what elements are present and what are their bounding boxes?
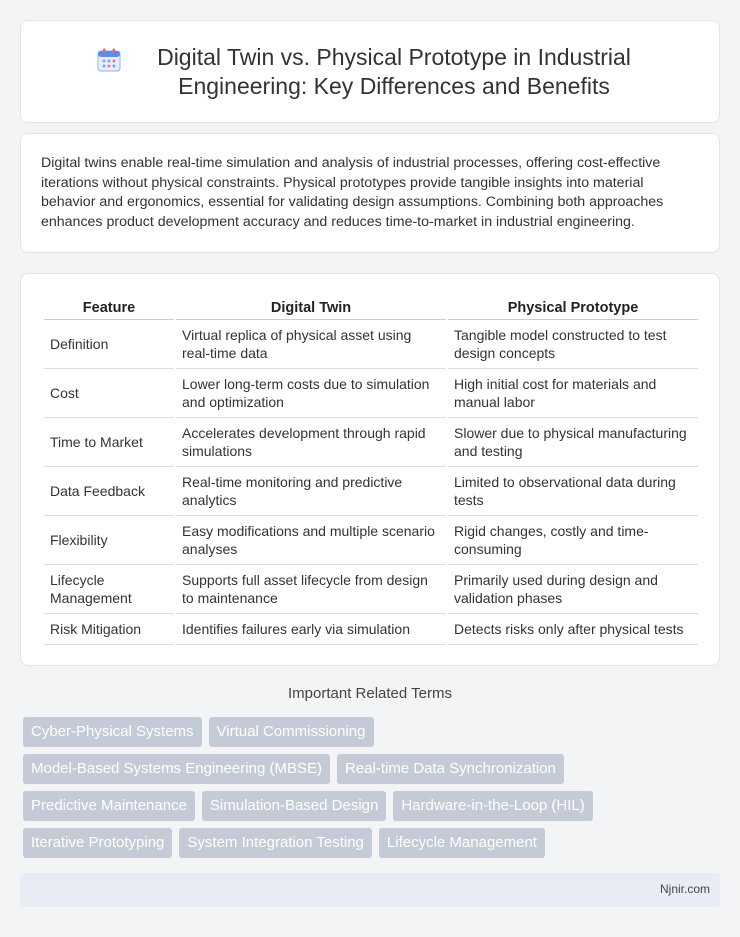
feature-cell: Cost bbox=[44, 369, 174, 418]
digital-twin-cell: Accelerates development through rapid simulations bbox=[176, 418, 446, 467]
tag-system-integration-testing[interactable]: System Integration Testing bbox=[179, 828, 371, 858]
feature-cell: Time to Market bbox=[44, 418, 174, 467]
tag-row bbox=[23, 828, 703, 858]
header-digital-twin: Digital Twin bbox=[176, 294, 446, 320]
tag-iterative-prototyping[interactable]: Iterative Prototyping bbox=[23, 828, 172, 858]
tag-row bbox=[23, 791, 703, 821]
title-card bbox=[20, 20, 720, 123]
tag-mbse[interactable]: Model-Based Systems Engineering (MBSE) bbox=[23, 754, 330, 784]
feature-cell: Definition bbox=[44, 320, 174, 369]
digital-twin-cell: Identifies failures early via simulation bbox=[176, 614, 446, 645]
feature-cell: Data Feedback bbox=[44, 467, 174, 516]
table-row bbox=[44, 320, 698, 369]
table-row bbox=[44, 516, 698, 565]
table-row bbox=[44, 467, 698, 516]
intro-card bbox=[20, 133, 720, 253]
related-terms-list bbox=[23, 717, 703, 865]
feature-cell: Flexibility bbox=[44, 516, 174, 565]
physical-prototype-cell: Detects risks only after physical tests bbox=[448, 614, 698, 645]
digital-twin-cell: Real-time monitoring and predictive analytics bbox=[176, 467, 446, 516]
table-row bbox=[44, 369, 698, 418]
tag-simulation-based-design[interactable]: Simulation-Based Design bbox=[202, 791, 386, 821]
digital-twin-cell: Virtual replica of physical asset using real-time data bbox=[176, 320, 446, 369]
tag-cyber-physical-systems[interactable]: Cyber-Physical Systems bbox=[23, 717, 202, 747]
tag-row bbox=[23, 717, 703, 747]
intro-paragraph: Digital twins enable real-time simulation and analysis of industrial processes, offering cost-effective iterations without physical constraints. Physical prototypes provide tangible insights into material behavior and ergonomics, essential for validating design assumptions. Combining both approaches enhances product development accuracy and reduces time-to-market in industrial engineering. bbox=[41, 155, 664, 230]
physical-prototype-cell: High initial cost for materials and manual labor bbox=[448, 369, 698, 418]
tag-real-time-data-sync[interactable]: Real-time Data Synchronization bbox=[337, 754, 564, 784]
calendar-icon bbox=[96, 47, 122, 73]
related-terms-title: Important Related Terms bbox=[288, 685, 452, 702]
physical-prototype-cell: Slower due to physical manufacturing and testing bbox=[448, 418, 698, 467]
tag-lifecycle-management[interactable]: Lifecycle Management bbox=[379, 828, 545, 858]
table-header-row bbox=[44, 294, 698, 320]
physical-prototype-cell: Primarily used during design and validation phases bbox=[448, 565, 698, 614]
table-row bbox=[44, 614, 698, 645]
physical-prototype-cell: Limited to observational data during tests bbox=[448, 467, 698, 516]
footer-brand[interactable]: Njnir.com bbox=[659, 882, 710, 896]
table-row bbox=[44, 418, 698, 467]
digital-twin-cell: Supports full asset lifecycle from design to maintenance bbox=[176, 565, 446, 614]
table-row bbox=[44, 565, 698, 614]
comparison-table-card bbox=[20, 273, 720, 666]
tag-hil[interactable]: Hardware-in-the-Loop (HIL) bbox=[393, 791, 592, 821]
physical-prototype-cell: Tangible model constructed to test design concepts bbox=[448, 320, 698, 369]
digital-twin-cell: Lower long-term costs due to simulation and optimization bbox=[176, 369, 446, 418]
tag-virtual-commissioning[interactable]: Virtual Commissioning bbox=[209, 717, 374, 747]
tag-predictive-maintenance[interactable]: Predictive Maintenance bbox=[23, 791, 195, 821]
footer bbox=[20, 873, 720, 907]
title-wrap bbox=[96, 43, 644, 101]
feature-cell: Lifecycle Management bbox=[44, 565, 174, 614]
physical-prototype-cell: Rigid changes, costly and time-consuming bbox=[448, 516, 698, 565]
tag-row bbox=[23, 754, 703, 784]
header-physical-prototype: Physical Prototype bbox=[448, 294, 698, 320]
feature-cell: Risk Mitigation bbox=[44, 614, 174, 645]
page-title: Digital Twin vs. Physical Prototype in Industrial Engineering: Key Differences and Benefits bbox=[157, 43, 631, 99]
header-feature: Feature bbox=[44, 294, 174, 320]
comparison-table bbox=[42, 294, 700, 645]
digital-twin-cell: Easy modifications and multiple scenario analyses bbox=[176, 516, 446, 565]
